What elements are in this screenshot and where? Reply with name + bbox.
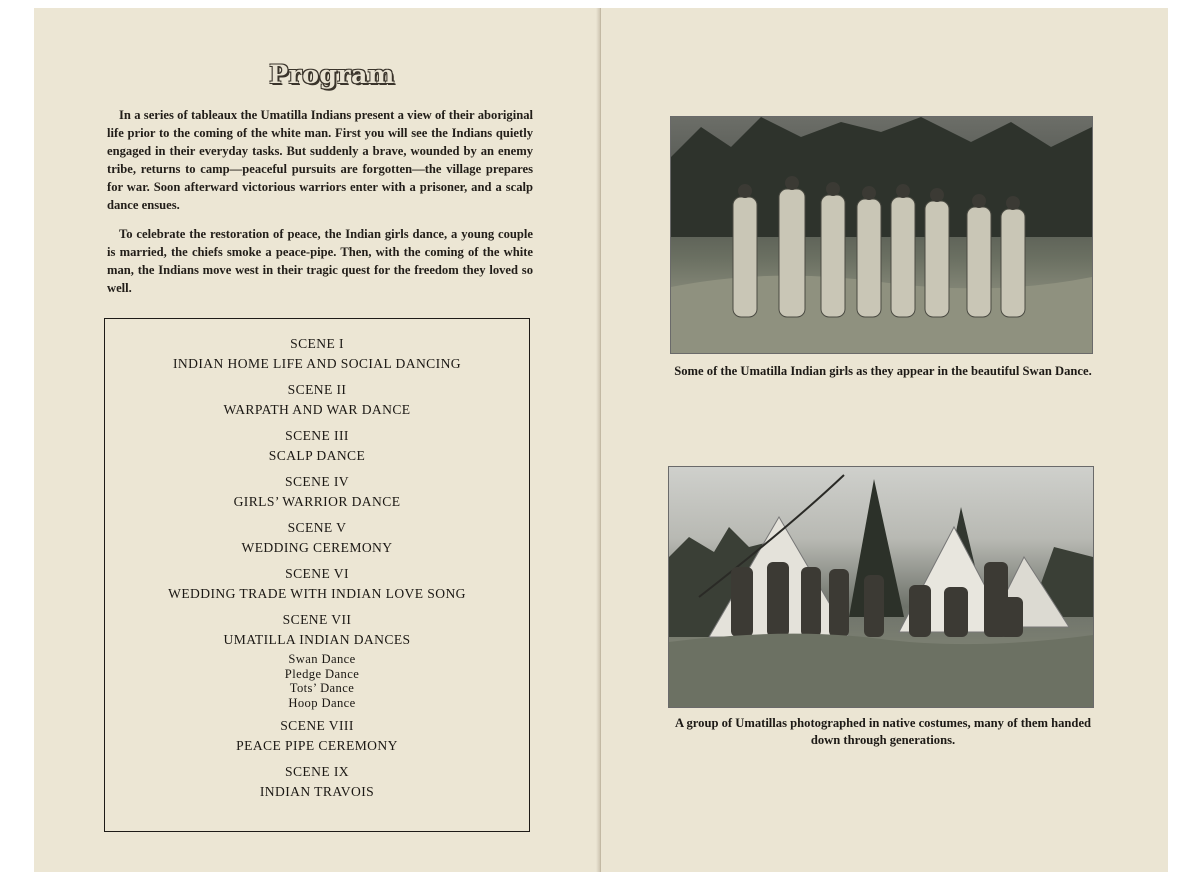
scene-item xyxy=(105,472,529,512)
photo2-caption: A group of Umatillas photographed in native costumes, many of them handed down through generations. xyxy=(674,716,1092,747)
scene-number: SCENE III xyxy=(285,428,349,443)
scene-item xyxy=(105,380,529,420)
swan-dance-photo xyxy=(670,116,1093,354)
scene-name: GIRLS’ WARRIOR DANCE xyxy=(233,494,401,509)
intro-text xyxy=(107,106,533,308)
scene-name: WEDDING TRADE WITH INDIAN LOVE SONG xyxy=(168,586,466,601)
scene-name: INDIAN TRAVOIS xyxy=(259,784,375,799)
scene-item xyxy=(105,610,529,710)
scene-number: SCENE I xyxy=(290,336,344,351)
dance-item: Swan Dance xyxy=(288,652,356,666)
intro-paragraph-2: To celebrate the restoration of peace, the Indian girls dance, a young couple is married, the chiefs smoke a peace-pipe. Then, with the coming of the white man, the Indians move west in their tragic quest for the freedom they loved so well. xyxy=(107,227,533,295)
scene-name: PEACE PIPE CEREMONY xyxy=(236,738,398,753)
scene-number: SCENE IX xyxy=(285,764,349,779)
scene-name: WEDDING CEREMONY xyxy=(241,540,393,555)
scene-item xyxy=(105,334,529,374)
right-page xyxy=(601,8,1168,872)
scene-item xyxy=(105,564,529,604)
dance-item: Hoop Dance xyxy=(288,695,356,710)
dance-item: Pledge Dance xyxy=(284,666,360,681)
scene-item xyxy=(105,716,529,756)
page-title: Program xyxy=(269,60,395,89)
scene-number: SCENE VI xyxy=(285,566,349,581)
dance-sublist xyxy=(105,652,529,710)
photo1-caption: Some of the Umatilla Indian girls as they appear in the beautiful Swan Dance. xyxy=(674,364,1092,378)
scene-number: SCENE VII xyxy=(282,612,352,627)
group-illustration xyxy=(669,467,1093,707)
scene-name: SCALP DANCE xyxy=(268,448,366,463)
swan-dance-illustration xyxy=(671,117,1092,353)
scene-name: WARPATH AND WAR DANCE xyxy=(223,402,411,417)
intro-paragraph-1: In a series of tableaux the Umatilla Indians present a view of their aboriginal life prior to the coming of the white man. First you will see the Indians quietly engaged in their everyday tasks. But suddenly a brave, wounded by an enemy tribe, returns to camp—peaceful pursuits are forgotten—the village prepares for war. Soon afterward victorious warriors enter with a prisoner, and a scalp dance ensues. xyxy=(107,108,533,212)
scene-number: SCENE II xyxy=(287,382,347,397)
dance-item: Tots’ Dance xyxy=(289,681,355,695)
scene-item xyxy=(105,426,529,466)
scene-number: SCENE IV xyxy=(285,474,349,489)
scene-item xyxy=(105,762,529,802)
scene-list-box xyxy=(104,318,530,832)
scene-item xyxy=(105,518,529,558)
scene-number: SCENE VIII xyxy=(280,718,354,733)
scene-number: SCENE V xyxy=(287,520,347,535)
left-page xyxy=(34,8,601,872)
group-photo xyxy=(668,466,1094,708)
scene-name: UMATILLA INDIAN DANCES xyxy=(223,632,411,647)
scene-name: INDIAN HOME LIFE AND SOCIAL DANCING xyxy=(173,356,461,371)
